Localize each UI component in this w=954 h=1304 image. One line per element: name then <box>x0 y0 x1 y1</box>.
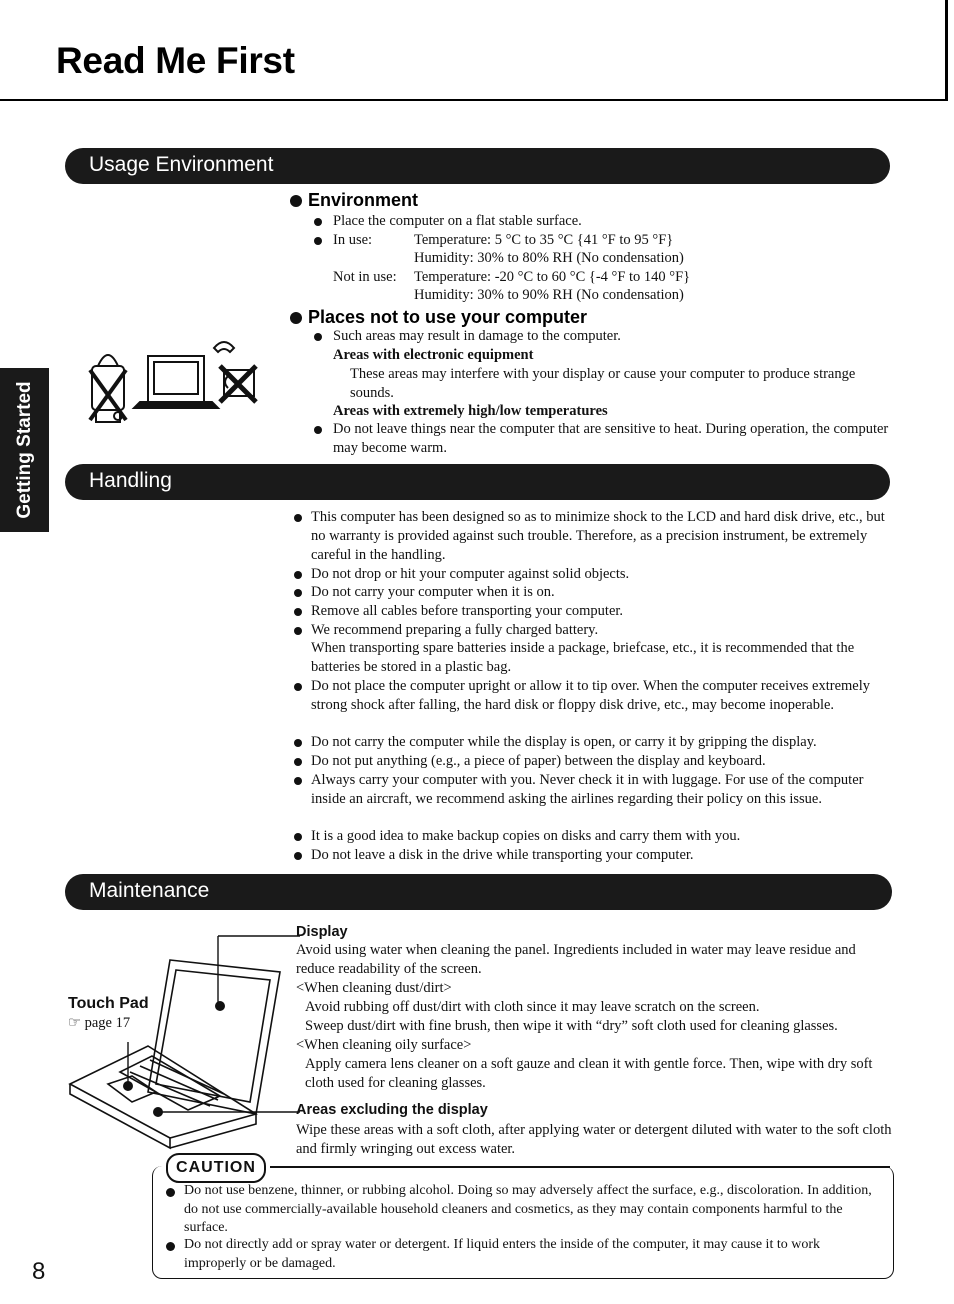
page-ref-icon: ☞ <box>68 1015 85 1031</box>
bullet-icon <box>294 777 302 785</box>
caution-item-1: Do not use benzene, thinner, or rubbing alcohol. Doing so may adversely affect the surface, e.g., discoloration. In addition, do not use commercially-available household cleaners and cosmetics, as they may contain components harmful to the surface. <box>184 1183 872 1235</box>
heading-bullet-icon <box>290 312 302 324</box>
dust-heading: <When cleaning dust/dirt> <box>296 980 452 996</box>
handling-item-8: Do not put anything (e.g., a piece of paper) between the display and keyboard. <box>311 753 766 769</box>
bullet-icon <box>314 333 322 341</box>
places-sub-temperature: Areas with extremely high/low temperatures <box>333 403 608 419</box>
section-title-maintenance: Maintenance <box>89 879 210 902</box>
not-in-use-humidity: Humidity: 30% to 90% RH (No condensation) <box>414 287 684 303</box>
no-magnet-icon <box>214 342 256 402</box>
header-vertical-rule <box>945 0 948 101</box>
bullet-icon <box>294 833 302 841</box>
section-title-usage: Usage Environment <box>89 153 274 176</box>
bullet-icon <box>314 218 322 226</box>
section-title-handling: Handling <box>89 469 172 492</box>
in-use-temp: Temperature: 5 °C to 35 °C {41 °F to 95 °F} <box>414 232 674 248</box>
places-line-1: Such areas may result in damage to the computer. <box>333 328 621 344</box>
handling-item-5-note: When transporting spare batteries inside a package, briefcase, etc., it is recommended that the batteries be stored in a plastic bag. <box>311 640 855 675</box>
places-sub-electronic-text: These areas may interfere with your display or cause your computer to produce strange sounds. <box>350 366 856 401</box>
not-in-use-label: Not in use: <box>333 269 397 285</box>
in-use-label: In use: <box>333 232 373 248</box>
bullet-icon <box>294 514 302 522</box>
bullet-icon <box>294 758 302 766</box>
handling-item-1: This computer has been designed so as to minimize shock to the LCD and hard disk drive, etc., but no warranty is provided against such trouble. Therefore, as a precision instrument, be extremely careful in the handling. <box>311 509 885 563</box>
in-use-humidity: Humidity: 30% to 80% RH (No condensation) <box>414 250 684 266</box>
side-tab <box>0 368 49 532</box>
handling-item-9: Always carry your computer with you. Never check it in with luggage. For use of the computer inside an aircraft, we recommend asking the airlines regarding their policy on this issue. <box>311 772 864 807</box>
places-sub-electronic: Areas with electronic equipment <box>333 347 534 363</box>
bullet-icon <box>314 426 322 434</box>
usage-illustration <box>86 336 262 428</box>
bullet-icon <box>294 608 302 616</box>
section-bar-maintenance <box>65 874 892 910</box>
bullet-icon <box>294 627 302 635</box>
handling-item-5: We recommend preparing a fully charged battery. <box>311 622 599 638</box>
oily-heading: <When cleaning oily surface> <box>296 1037 472 1053</box>
handling-item-7: Do not carry the computer while the display is open, or carry it by gripping the display. <box>311 734 817 750</box>
environment-heading: Environment <box>290 190 418 211</box>
heading-bullet-icon <box>290 195 302 207</box>
side-tab-label: Getting Started <box>13 381 35 519</box>
places-heading: Places not to use your computer <box>290 307 587 328</box>
handling-item-10: It is a good idea to make backup copies on disks and carry them with you. <box>311 828 741 844</box>
not-in-use-temp: Temperature: -20 °C to 60 °C {-4 °F to 140 °F} <box>414 269 691 285</box>
section-bar-usage <box>65 148 890 184</box>
env-line-1: Place the computer on a flat stable surface. <box>333 213 582 229</box>
handling-item-4: Remove all cables before transporting your computer. <box>311 603 624 619</box>
areas-text: Wipe these areas with a soft cloth, after applying water or detergent diluted with water to the soft cloth and firmly wringing out excess water. <box>296 1122 892 1157</box>
header-rule <box>0 99 946 101</box>
section-bar-handling <box>65 464 890 500</box>
areas-heading: Areas excluding the display <box>296 1102 488 1118</box>
handling-item-2: Do not drop or hit your computer against solid objects. <box>311 566 630 582</box>
handling-item-3: Do not carry your computer when it is on. <box>311 584 555 600</box>
places-line-2: Do not leave things near the computer that are sensitive to heat. During operation, the computer may become warm. <box>333 421 889 456</box>
caution-badge: CAUTION <box>166 1153 266 1183</box>
bullet-icon <box>166 1188 175 1197</box>
laptop-illustration <box>60 924 300 1150</box>
dust-line-1: Avoid rubbing off dust/dirt with cloth since it may leave scratch on the screen. <box>305 999 760 1015</box>
laptop-icon <box>134 356 218 408</box>
bullet-icon <box>166 1242 175 1251</box>
page-number: 8 <box>32 1258 46 1285</box>
caution-item-2: Do not directly add or spray water or detergent. If liquid enters the inside of the computer, it may cause it to work improperly or be damaged. <box>184 1237 820 1271</box>
touch-pad-label: Touch Pad <box>68 995 149 1012</box>
dust-line-2: Sweep dust/dirt with fine brush, then wipe it with “dry” soft cloth used for cleaning glasses. <box>305 1018 838 1034</box>
bullet-icon <box>294 571 302 579</box>
display-heading: Display <box>296 924 348 940</box>
bullet-icon <box>314 237 322 245</box>
handling-item-6: Do not place the computer upright or allow it to tip over. When the computer receives extremely strong shock after falling, the hard disk or floppy disk drive, etc., may become inoperable. <box>311 678 871 713</box>
oily-text: Apply camera lens cleaner on a soft gauze and clean it with gentle force. Then, wipe with dry soft cloth used for cleaning glasses. <box>305 1056 873 1091</box>
handling-item-11: Do not leave a disk in the drive while transporting your computer. <box>311 847 694 863</box>
page-title: Read Me First <box>56 40 295 81</box>
display-text: Avoid using water when cleaning the panel. Ingredients included in water may leave residue and reduce readability of the screen. <box>296 942 856 977</box>
bullet-icon <box>294 683 302 691</box>
bullet-icon <box>294 852 302 860</box>
bullet-icon <box>294 589 302 597</box>
no-heat-icon <box>90 355 126 422</box>
touch-pad-ref[interactable]: ☞ page 17 <box>68 1015 131 1031</box>
caution-top-rule <box>270 1166 890 1168</box>
bullet-icon <box>294 739 302 747</box>
